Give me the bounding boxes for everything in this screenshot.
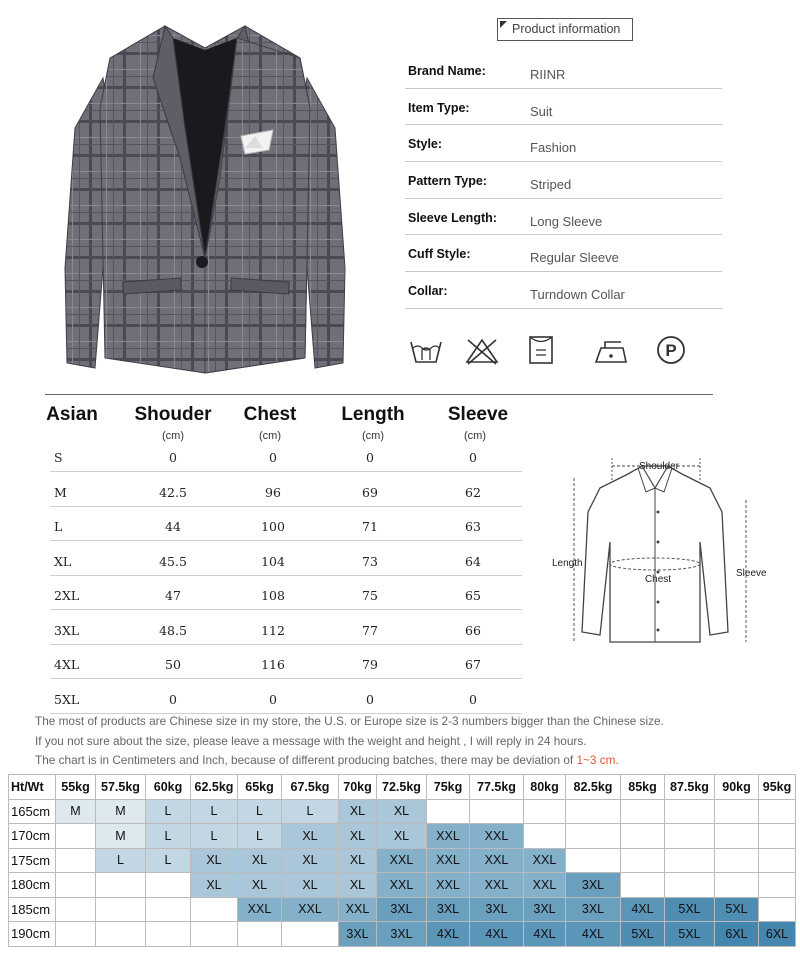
hw-height-label: 185cm (9, 897, 56, 922)
info-value: Long Sleeve (530, 213, 603, 229)
hw-size-cell: L (146, 848, 191, 873)
info-row-cuff-style (405, 235, 722, 272)
hw-row (9, 824, 796, 849)
note-deviation (35, 753, 619, 767)
hw-size-cell (759, 848, 796, 873)
size-name-cell: 5XL (54, 691, 80, 707)
size-value-cell: 63 (465, 519, 481, 534)
hw-size-cell (665, 824, 715, 849)
hw-size-cell (56, 922, 96, 947)
size-value-cell: 75 (362, 588, 378, 603)
hw-weight-header: 70kg (339, 775, 377, 800)
size-value-cell: 108 (261, 588, 285, 603)
size-value-cell: 50 (165, 657, 181, 672)
info-value: Regular Sleeve (530, 250, 619, 266)
note-contact: If you not sure about the size, please leave a message with the weight and height , I will reply in 24 hours. (35, 734, 587, 748)
hw-size-cell (759, 873, 796, 898)
diagram-label-chest: Chest (644, 574, 672, 585)
hw-height-label: 165cm (9, 799, 56, 824)
info-key: Brand Name: (408, 64, 486, 78)
hw-height-label: 180cm (9, 873, 56, 898)
hw-size-cell: 3XL (339, 922, 377, 947)
section-divider (45, 394, 713, 395)
svg-text:P: P (665, 341, 677, 360)
info-key: Item Type: (408, 100, 470, 115)
hw-size-cell: XXL (427, 848, 470, 873)
hw-size-cell: 3XL (524, 897, 566, 922)
size-value-cell: 0 (269, 450, 277, 465)
size-row (50, 680, 522, 714)
hw-size-cell: L (238, 799, 282, 824)
jacket-photo (55, 18, 355, 378)
hw-size-cell: XXL (427, 824, 470, 849)
hw-size-cell: 4XL (566, 922, 621, 947)
hw-row (9, 873, 796, 898)
hw-size-cell: 3XL (470, 897, 524, 922)
hw-height-label: 170cm (9, 824, 56, 849)
size-row (50, 473, 522, 507)
hw-row (9, 848, 796, 873)
iron-low-icon (593, 334, 629, 366)
hw-row (9, 799, 796, 824)
hw-weight-header: 95kg (759, 775, 796, 800)
size-value-cell: 67 (465, 657, 481, 672)
info-key: Sleeve Length: (408, 210, 497, 225)
hw-header-row (9, 775, 796, 800)
info-value: Fashion (530, 140, 577, 156)
size-value-cell: 0 (366, 450, 374, 465)
hw-size-cell (566, 799, 621, 824)
hw-size-cell (191, 922, 238, 947)
hw-height-label: 190cm (9, 922, 56, 947)
size-value-cell: 64 (465, 553, 481, 569)
hw-size-cell: XL (339, 824, 377, 849)
hw-size-cell (146, 922, 191, 947)
hw-size-cell (566, 848, 621, 873)
size-value-cell: 0 (269, 691, 277, 707)
size-value-cell: 0 (366, 691, 374, 707)
hw-size-cell: XXL (339, 897, 377, 922)
hw-size-cell: 6XL (759, 922, 796, 947)
size-value-cell: 71 (362, 519, 378, 534)
size-name-cell: 2XL (54, 588, 80, 603)
size-value-cell: 48.5 (159, 622, 187, 638)
size-row (50, 542, 522, 576)
product-info-title-text: Product information (512, 22, 621, 36)
size-unit-sleeve: (cm) (464, 430, 486, 442)
height-weight-chart (8, 774, 796, 947)
hw-size-cell: L (96, 848, 146, 873)
hw-size-cell (621, 824, 665, 849)
note-deviation-text: The chart is in Centimeters and Inch, because of different producing batches, there may be deviation of (35, 753, 577, 767)
hw-size-cell: XXL (470, 873, 524, 898)
note-size-conversion: The most of products are Chinese size in my store, the U.S. or Europe size is 2-3 numbers bigger than the Chinese size. (35, 714, 664, 728)
size-value-cell: 77 (362, 622, 378, 638)
info-key: Pattern Type: (408, 174, 487, 189)
hw-size-cell (146, 897, 191, 922)
dry-clean-p-icon (655, 334, 687, 366)
hw-size-cell (146, 873, 191, 898)
hw-size-cell (56, 873, 96, 898)
size-header-asian: Asian (46, 404, 98, 425)
hw-size-cell (665, 799, 715, 824)
info-row-collar (405, 272, 722, 309)
size-name-cell: XL (54, 553, 72, 569)
hw-size-cell (759, 799, 796, 824)
size-value-cell: 79 (362, 657, 378, 672)
info-value: RIINR (530, 67, 566, 82)
hw-size-cell: XXL (524, 873, 566, 898)
info-row-brand (405, 52, 722, 89)
hw-size-cell: XL (238, 873, 282, 898)
size-value-cell: 66 (465, 622, 481, 638)
hw-weight-header: 62.5kg (191, 775, 238, 800)
size-name-cell: 4XL (54, 657, 80, 672)
hw-weight-header: 85kg (621, 775, 665, 800)
hw-size-cell (621, 799, 665, 824)
hw-size-cell (715, 824, 759, 849)
size-value-cell: 104 (261, 553, 285, 569)
size-value-cell: 47 (165, 588, 181, 603)
size-name-cell: 3XL (54, 622, 80, 638)
size-row (50, 507, 522, 541)
size-value-cell: 42.5 (159, 484, 187, 500)
hw-weight-header: 80kg (524, 775, 566, 800)
size-value-cell: 112 (261, 622, 285, 638)
hw-size-cell: XL (339, 873, 377, 898)
hw-size-cell (621, 848, 665, 873)
size-value-cell: 65 (465, 588, 481, 603)
hw-size-cell: XL (377, 824, 427, 849)
hw-corner-label: Ht/Wt (9, 775, 56, 800)
hw-size-cell: M (96, 824, 146, 849)
size-value-cell: 44 (165, 519, 181, 534)
product-info-list (405, 52, 722, 309)
size-unit-chest: (cm) (259, 430, 281, 442)
hw-weight-header: 75kg (427, 775, 470, 800)
hw-weight-header: 65kg (238, 775, 282, 800)
diagram-label-length: Length (552, 558, 583, 569)
hw-size-cell (759, 897, 796, 922)
size-value-cell: 0 (469, 691, 477, 707)
hw-size-cell: 5XL (665, 897, 715, 922)
size-value-cell: 45.5 (159, 553, 187, 569)
hw-size-cell: M (56, 799, 96, 824)
hw-size-cell: XL (282, 848, 339, 873)
diagram-label-sleeve: Sleeve (736, 568, 767, 579)
hw-size-cell (524, 824, 566, 849)
size-header-shoulder: Shouder (134, 404, 212, 425)
hw-weight-header: 82.5kg (566, 775, 621, 800)
hw-size-cell: XXL (377, 848, 427, 873)
hw-size-cell: L (191, 799, 238, 824)
product-info-title (497, 18, 633, 41)
hw-size-cell (282, 922, 339, 947)
size-value-cell: 0 (169, 450, 177, 465)
size-value-cell: 116 (261, 657, 285, 672)
size-header-chest: Chest (243, 404, 297, 425)
hw-row (9, 922, 796, 947)
hw-size-cell: XL (191, 848, 238, 873)
hw-size-cell: 4XL (427, 922, 470, 947)
hw-size-cell: XL (282, 824, 339, 849)
hw-row (9, 897, 796, 922)
hw-weight-header: 77.5kg (470, 775, 524, 800)
hw-size-cell: 5XL (665, 922, 715, 947)
hw-size-cell: 5XL (621, 922, 665, 947)
hw-size-cell: M (96, 799, 146, 824)
hw-weight-header: 87.5kg (665, 775, 715, 800)
hw-size-cell (238, 922, 282, 947)
hw-size-cell: L (238, 824, 282, 849)
hw-size-cell: 3XL (377, 897, 427, 922)
hw-weight-header: 67.5kg (282, 775, 339, 800)
hw-size-cell (470, 799, 524, 824)
hw-size-cell: 4XL (524, 922, 566, 947)
hw-size-cell (56, 897, 96, 922)
hw-size-cell: XXL (282, 897, 339, 922)
size-name-cell: L (54, 519, 63, 534)
size-unit-length: (cm) (362, 430, 384, 442)
hw-size-cell: 4XL (621, 897, 665, 922)
size-value-cell: 69 (362, 484, 378, 500)
hw-size-cell: 3XL (427, 897, 470, 922)
hw-weight-header: 57.5kg (96, 775, 146, 800)
hw-height-label: 175cm (9, 848, 56, 873)
info-row-item-type (405, 89, 722, 126)
hw-size-cell: 3XL (566, 897, 621, 922)
hw-size-cell: XXL (377, 873, 427, 898)
hw-size-cell: 3XL (377, 922, 427, 947)
hw-size-cell: XXL (524, 848, 566, 873)
hw-size-cell: 3XL (566, 873, 621, 898)
hw-size-cell (665, 848, 715, 873)
hw-size-cell (715, 799, 759, 824)
hw-size-cell (96, 873, 146, 898)
size-value-cell: 100 (261, 519, 285, 534)
hw-size-cell: 4XL (470, 922, 524, 947)
hw-size-cell: L (146, 799, 191, 824)
hw-size-cell: XL (238, 848, 282, 873)
line-dry-icon (526, 334, 556, 366)
hw-size-cell: XXL (470, 824, 524, 849)
size-value-cell: 0 (169, 691, 177, 707)
size-unit-shoulder: (cm) (162, 430, 184, 442)
info-row-sleeve-length (405, 199, 722, 236)
corner-mark-icon (500, 21, 507, 28)
size-value-cell: 0 (469, 450, 477, 465)
hw-size-cell: XXL (427, 873, 470, 898)
hw-size-cell (715, 848, 759, 873)
hw-size-cell: XL (339, 799, 377, 824)
hw-weight-header: 60kg (146, 775, 191, 800)
size-name-cell: M (54, 484, 67, 500)
hw-size-cell (566, 824, 621, 849)
measurement-diagram (550, 452, 772, 652)
size-row (50, 611, 522, 645)
size-value-cell: 62 (465, 484, 481, 500)
hw-size-cell (191, 897, 238, 922)
hw-size-cell: XL (339, 848, 377, 873)
hw-size-cell: 5XL (715, 897, 759, 922)
info-row-style (405, 125, 722, 162)
hw-size-cell: XL (191, 873, 238, 898)
note-deviation-highlight: 1~3 cm. (576, 753, 619, 767)
info-row-pattern-type (405, 162, 722, 199)
hw-size-cell: XXL (238, 897, 282, 922)
hw-size-cell (96, 897, 146, 922)
info-value: Suit (530, 103, 553, 119)
hw-weight-header: 90kg (715, 775, 759, 800)
hw-weight-header: 72.5kg (377, 775, 427, 800)
hw-size-cell (56, 848, 96, 873)
info-value: Striped (530, 177, 572, 193)
size-row (50, 438, 522, 472)
size-header-length: Length (341, 404, 405, 425)
info-value: Turndown Collar (530, 287, 625, 303)
hw-size-cell (665, 873, 715, 898)
hw-size-cell: XL (282, 873, 339, 898)
hw-weight-header: 55kg (56, 775, 96, 800)
hand-wash-icon (408, 334, 444, 366)
hw-size-cell: L (282, 799, 339, 824)
hw-size-cell (759, 824, 796, 849)
hw-size-cell: XXL (470, 848, 524, 873)
size-value-cell: 73 (362, 553, 378, 569)
hw-size-cell: 6XL (715, 922, 759, 947)
size-row (50, 645, 522, 679)
diagram-label-shoulder: Shoulder (638, 461, 680, 472)
size-value-cell: 96 (265, 484, 281, 500)
hw-size-cell (56, 824, 96, 849)
info-key: Cuff Style: (408, 247, 471, 262)
hw-size-cell (621, 873, 665, 898)
hw-size-cell (96, 922, 146, 947)
size-header-sleeve: Sleeve (447, 404, 509, 425)
hw-size-cell: L (146, 824, 191, 849)
hw-size-cell: L (191, 824, 238, 849)
hw-size-cell (715, 873, 759, 898)
hw-size-cell (427, 799, 470, 824)
size-name-cell: S (54, 450, 63, 465)
info-key: Collar: (408, 284, 448, 299)
info-key: Style: (408, 137, 443, 152)
hw-size-cell: XL (377, 799, 427, 824)
size-row (50, 576, 522, 610)
hw-size-cell (524, 799, 566, 824)
no-bleach-icon (463, 334, 501, 366)
